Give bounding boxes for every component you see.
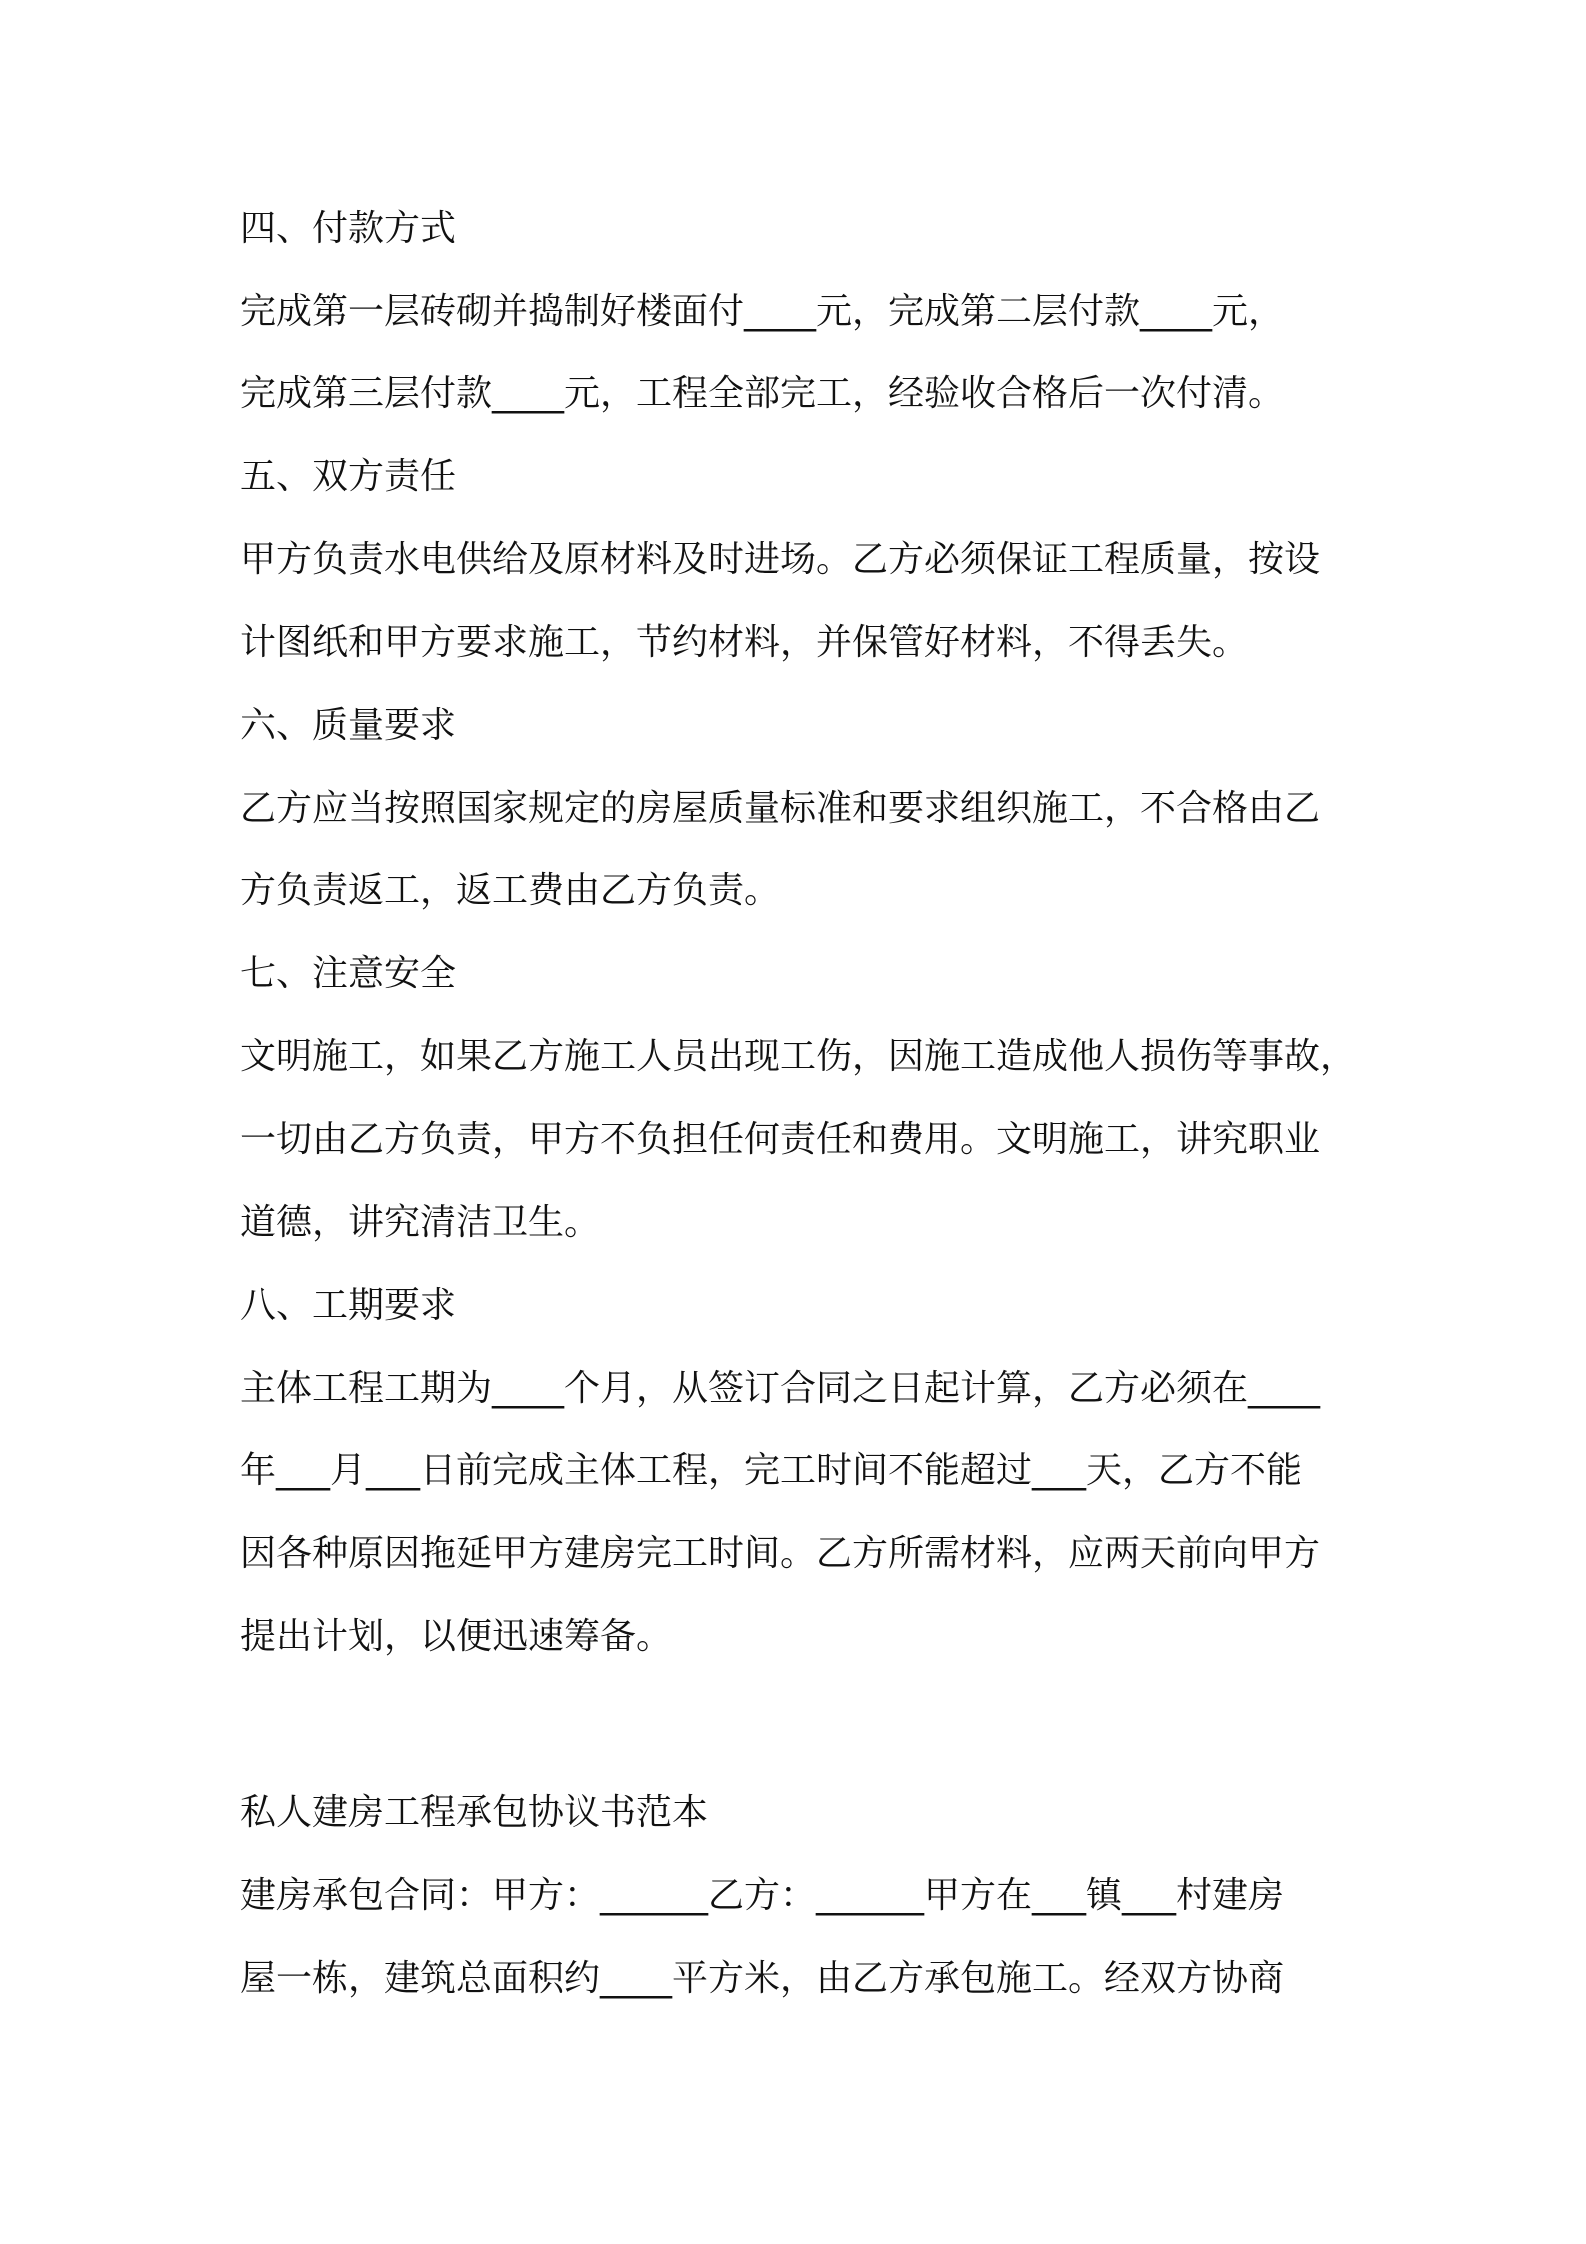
paragraph-line: 因各种原因拖延甲方建房完工时间。乙方所需材料，应两天前向甲方 (240, 1533, 1321, 1574)
paragraph-line: 甲方负责水电供给及原材料及时进场。乙方必须保证工程质量，按设 (240, 539, 1321, 580)
paragraph-line: 年___月___日前完成主体工程，完工时间不能超过___天，乙方不能 (240, 1450, 1303, 1491)
section-heading-payment: 四、付款方式 (240, 208, 457, 249)
paragraph-line: 乙方应当按照国家规定的房屋质量标准和要求组织施工，不合格由乙 (240, 788, 1321, 829)
paragraph-line: 建房承包合同：甲方：______乙方：______甲方在___镇___村建房 (240, 1875, 1285, 1916)
section-heading-safety: 七、注意安全 (240, 953, 457, 994)
section-heading-schedule: 八、工期要求 (240, 1285, 457, 1326)
paragraph-line: 完成第三层付款____元，工程全部完工，经验收合格后一次付清。 (240, 373, 1285, 414)
document-title: 私人建房工程承包协议书范本 (240, 1792, 709, 1833)
paragraph-line: 一切由乙方负责，甲方不负担任何责任和费用。文明施工，讲究职业 (240, 1119, 1321, 1160)
section-heading-quality: 六、质量要求 (240, 705, 457, 746)
section-heading-responsibility: 五、双方责任 (240, 456, 457, 497)
paragraph-line: 计图纸和甲方要求施工，节约材料，并保管好材料，不得丢失。 (240, 622, 1249, 663)
paragraph-line: 完成第一层砖砌并捣制好楼面付____元，完成第二层付款____元， (240, 291, 1285, 332)
paragraph-line: 道德，讲究清洁卫生。 (240, 1202, 601, 1243)
paragraph-line: 屋一栋，建筑总面积约____平方米，由乙方承包施工。经双方协商 (240, 1958, 1285, 1999)
paragraph-line: 方负责返工，返工费由乙方负责。 (240, 870, 781, 911)
paragraph-line: 主体工程工期为____个月，从签订合同之日起计算，乙方必须在____ (240, 1368, 1321, 1409)
paragraph-line: 文明施工，如果乙方施工人员出现工伤，因施工造成他人损伤等事故， (240, 1036, 1357, 1077)
paragraph-line: 提出计划，以便迅速筹备。 (240, 1616, 673, 1657)
